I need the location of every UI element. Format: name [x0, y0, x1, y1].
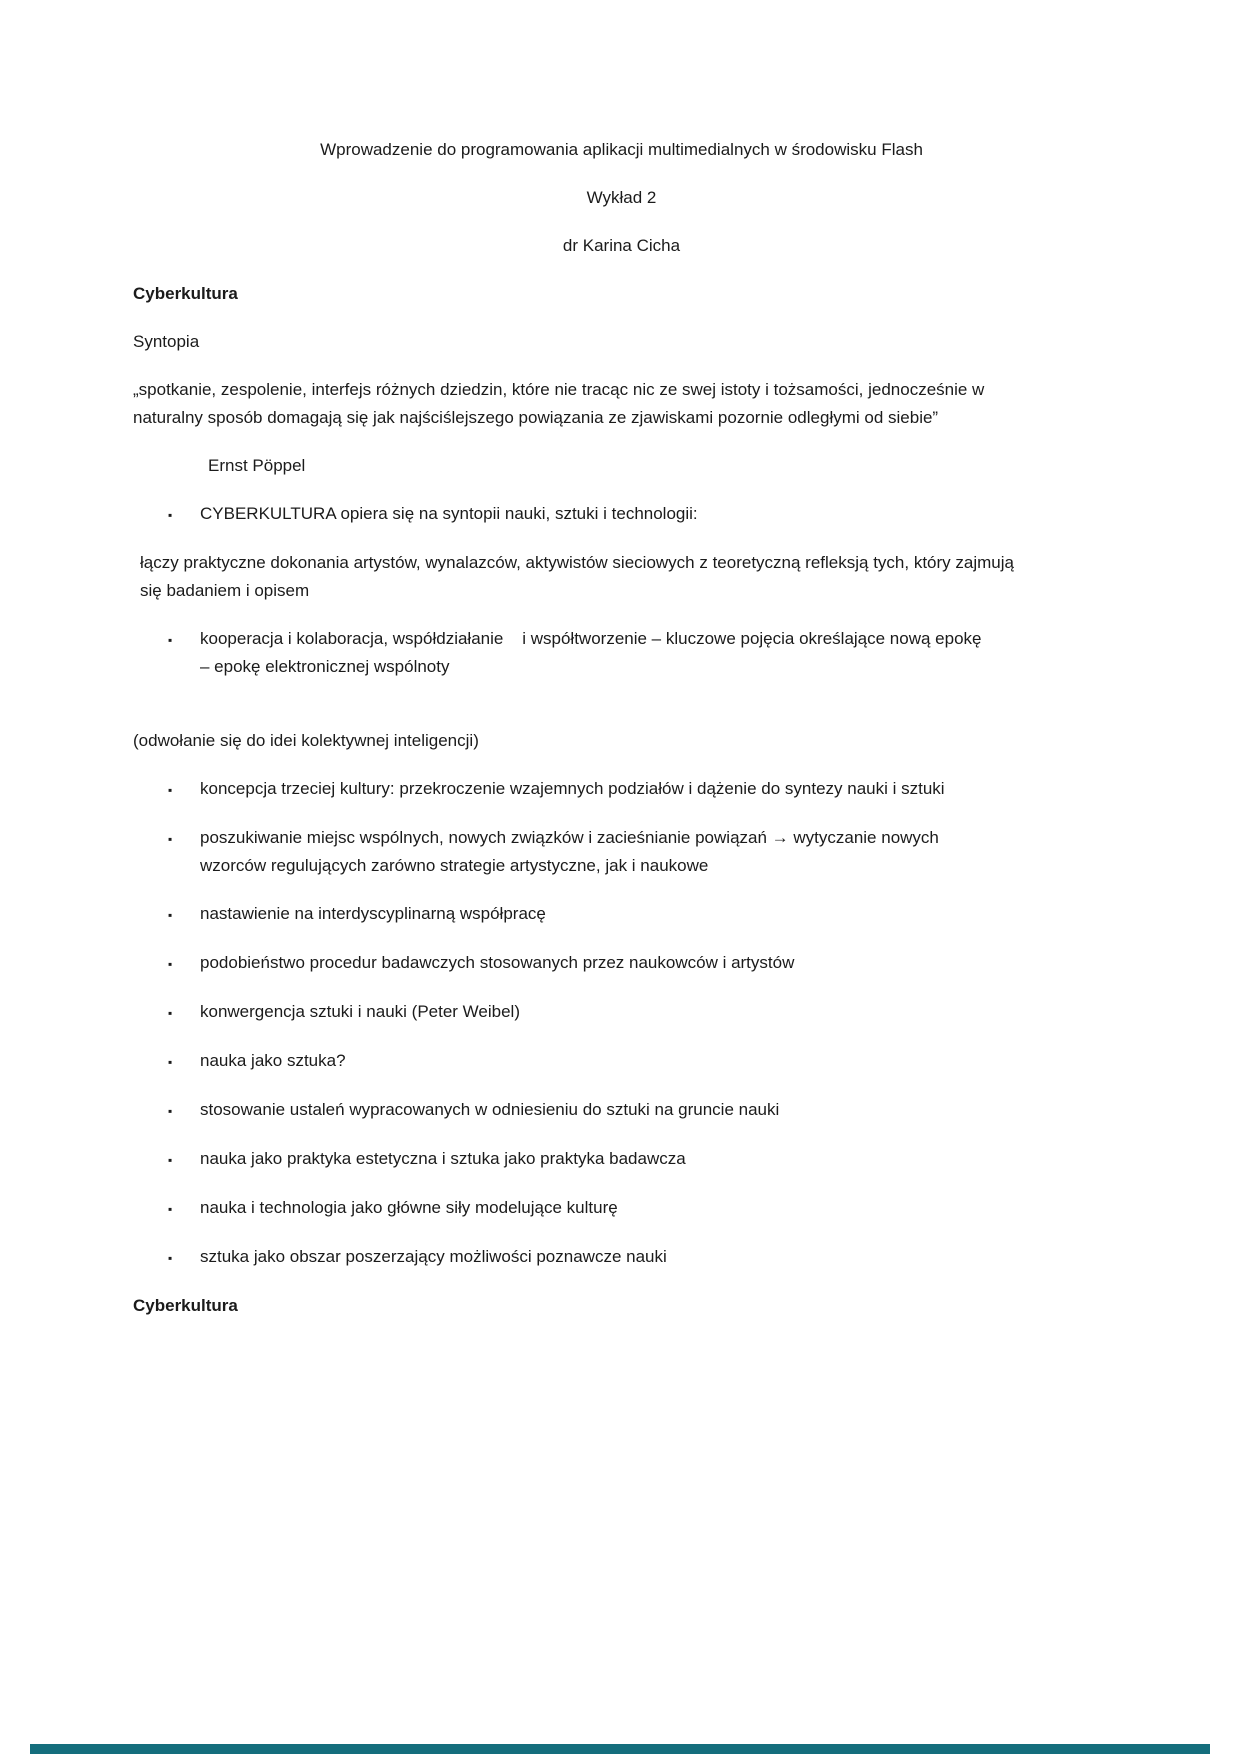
- bullet-marker: [168, 949, 200, 978]
- bullet-text: podobieństwo procedur badawczych stosowanych przez naukowców i artystów: [200, 953, 795, 972]
- bullet-text: nauka jako praktyka estetyczna i sztuka jako praktyka badawcza: [200, 1149, 686, 1168]
- bullet-text: sztuka jako obszar poszerzający możliwości poznawcze nauki: [200, 1247, 667, 1266]
- bullet-marker: [168, 1194, 200, 1223]
- bullet-marker: [168, 1145, 200, 1174]
- section-heading-cyberkultura: Cyberkultura: [133, 284, 238, 303]
- bullet-marker: [168, 824, 200, 880]
- bullet-text: nauka i technologia jako główne siły modelujące kulturę: [200, 1198, 618, 1217]
- author-line: dr Karina Cicha: [562, 236, 681, 255]
- document-title: Wprowadzenie do programowania aplikacji multimedialnych w środowisku Flash: [320, 140, 923, 159]
- bullet-marker: [168, 1047, 200, 1076]
- paragraph-laczy: łączy praktyczne dokonania artystów, wynalazców, aktywistów sieciowych z teoretyczną refleksją tych, który zajmują się badaniem i opisem: [140, 553, 1019, 600]
- bullet-text: CYBERKULTURA opiera się na syntopii nauki, sztuki i technologii:: [200, 504, 698, 523]
- bullet-item: [168, 1194, 1110, 1223]
- bullet-item: [168, 775, 1110, 804]
- lecture-number: Wykład 2: [586, 188, 657, 207]
- bullet-item: [168, 1047, 1110, 1076]
- bullet-text: kooperacja i kolaboracja, współdziałanie i współtworzenie – kluczowe pojęcia określające nową epokę – epokę elektronicznej wspólnoty: [200, 629, 987, 676]
- quote-text: „spotkanie, zespolenie, interfejs różnych dziedzin, które nie tracąc nic ze swej istoty i tożsamości, jednocześnie w naturalny sposób domagają się jak najściślejszego powiązania ze zjawiskami pozornie odległymi od siebie”: [133, 380, 990, 427]
- bullet-text: koncepcja trzeciej kultury: przekroczenie wzajemnych podziałów i dążenie do syntezy nauki i sztuki: [200, 779, 945, 798]
- bullet-item: [168, 1145, 1110, 1174]
- bullet-marker: [168, 998, 200, 1027]
- bullet-text: nastawienie na interdyscyplinarną współpracę: [200, 904, 546, 923]
- bullet-marker: [168, 900, 200, 929]
- bullet-text: konwergencja sztuki i nauki (Peter Weibel): [200, 1002, 520, 1021]
- bullet-marker: [168, 625, 200, 681]
- bullet-item-kooperacja: [168, 625, 1110, 681]
- bullet-marker: [168, 1096, 200, 1125]
- paragraph-odwolanie: (odwołanie się do idei kolektywnej inteligencji): [133, 731, 479, 750]
- bullet-text: stosowanie ustaleń wypracowanych w odniesieniu do sztuki na gruncie nauki: [200, 1100, 780, 1119]
- bullet-item: [168, 900, 1110, 929]
- bullet-item-syntopia: [168, 500, 1110, 529]
- bullet-text: poszukiwanie miejsc wspólnych, nowych związków i zacieśnianie powiązań → wytyczanie nowych wzorców regulujących zarówno strategie artystyczne, jak i naukowe: [200, 828, 944, 875]
- bullet-text: nauka jako sztuka?: [200, 1051, 346, 1070]
- bullet-item: [168, 824, 1110, 880]
- bullet-marker: [168, 775, 200, 804]
- bullet-item: [168, 1096, 1110, 1125]
- bullet-item: [168, 1243, 1110, 1272]
- bullet-marker: [168, 500, 200, 529]
- subsection-syntopia: Syntopia: [133, 332, 200, 351]
- footer-heading-cyberkultura: Cyberkultura: [133, 1296, 238, 1315]
- footer-bar: [30, 1744, 1210, 1754]
- quote-author: Ernst Pöppel: [208, 456, 306, 475]
- bullet-marker: [168, 1243, 200, 1272]
- bullet-item: [168, 949, 1110, 978]
- bullet-item: [168, 998, 1110, 1027]
